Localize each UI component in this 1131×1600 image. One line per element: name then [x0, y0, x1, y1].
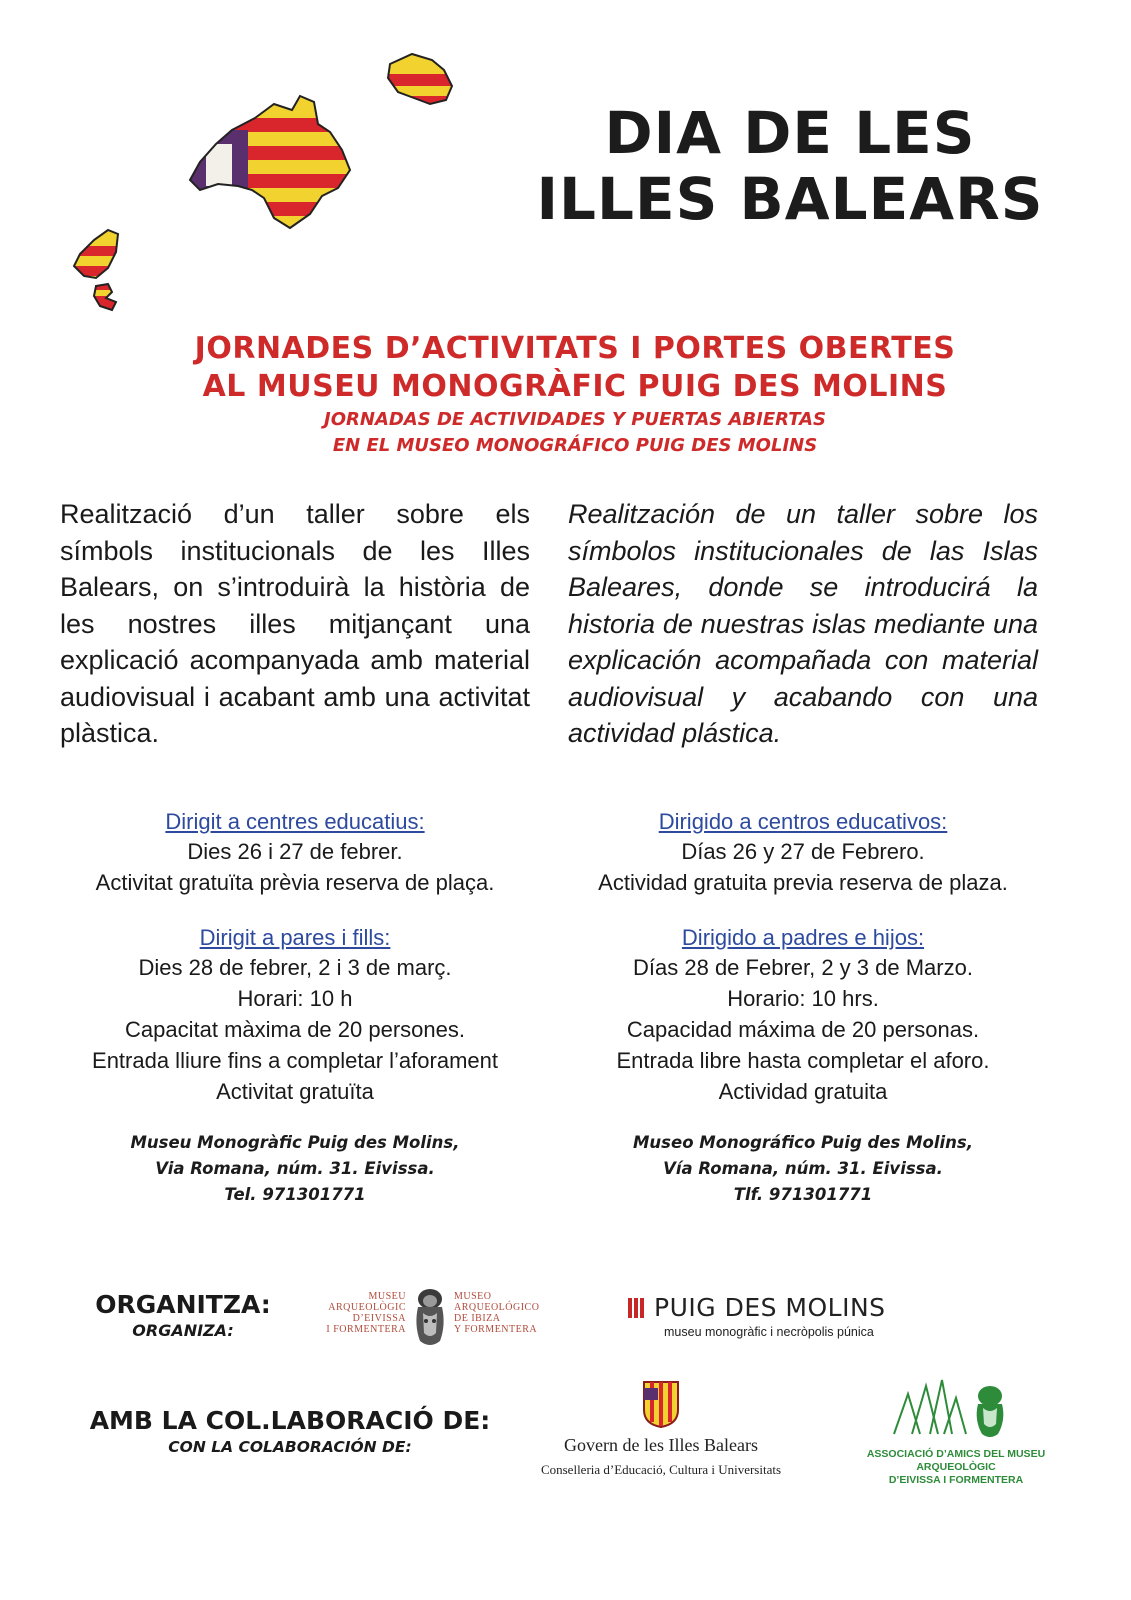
page-title-line1: DIA DE LES: [604, 99, 976, 167]
govern-department: Conselleria d’Educació, Cultura i Universitats: [540, 1462, 782, 1477]
museo-logo-ca-l4: I FORMENTERA: [326, 1324, 406, 1335]
schools-info-ca: [60, 808, 530, 898]
address-es-phone: Tlf. 971301771: [733, 1185, 873, 1204]
schools-note-es: Actividad gratuita previa reserva de plaza.: [598, 870, 1008, 895]
puig-logo-name: PUIG DES MOLINS: [654, 1293, 886, 1322]
balearic-shield-icon: [642, 1380, 680, 1428]
collaboration-label: [60, 1406, 520, 1458]
museo-logo-ca-l1: MUSEU: [368, 1291, 406, 1302]
address-ca: [60, 1130, 530, 1208]
description-es: Realitzación de un taller sobre los símbolos institucionales de las Islas Baleares, donde se introducirá la historia de nuestras islas mediante una explicación acompañada con material audiovisual y acabando con una actividad plástica.: [568, 499, 1038, 748]
govern-illes-balears-logo: [516, 1380, 806, 1490]
collaboration-label-ca: AMB LA COL.LABORACIÓ DE:: [89, 1406, 491, 1435]
schools-label-ca: Dirigit a centres educatius:: [165, 809, 425, 834]
families-free-ca: Activitat gratuïta: [216, 1079, 374, 1104]
headline-es-line2: EN EL MUSEO MONOGRÁFICO PUIG DES MOLINS: [332, 435, 818, 456]
families-label-es: Dirigido a padres e hijos:: [681, 925, 925, 950]
aama-text-line1: ASSOCIACIÓ D’AMICS DEL MUSEU ARQUEOLÒGIC: [866, 1448, 1046, 1473]
aama-monogram-icon: [886, 1376, 1016, 1442]
balearic-islands-map: [60, 40, 480, 340]
museo-logo-ca-l2: ARQUEOLÒGIC: [328, 1302, 406, 1313]
families-info-ca: [60, 924, 530, 1107]
organizer-label: [78, 1290, 288, 1342]
families-entry-es: Entrada libre hasta completar el aforo.: [616, 1048, 990, 1073]
collaboration-label-es: CON LA COLABORACIÓN DE:: [168, 1438, 412, 1456]
museo-logo-text-es: [454, 1291, 554, 1335]
schools-label-es: Dirigido a centros educativos:: [658, 809, 948, 834]
museo-logo-es-l2: ARQUEOLÓGICO: [454, 1302, 540, 1313]
museo-logo-ca-l3: D’EIVISSA: [352, 1313, 406, 1324]
puig-logo-bars-icon: [628, 1298, 644, 1318]
puig-des-molins-logo: [628, 1294, 918, 1340]
address-ca-phone: Tel. 971301771: [224, 1185, 366, 1204]
organizer-label-ca: ORGANITZA:: [95, 1290, 271, 1319]
families-dates-es: Días 28 de Febrer, 2 y 3 de Marzo.: [633, 955, 973, 980]
headline-ca-line1: JORNADES D’ACTIVITATS I PORTES OBERTES: [194, 331, 956, 366]
schools-dates-es: Días 26 y 27 de Febrero.: [681, 839, 925, 864]
museo-logo-es-l1: MUSEO: [454, 1291, 492, 1302]
families-info-es: [568, 924, 1038, 1107]
aama-text-line2: D’EIVISSA I FORMENTERA: [888, 1474, 1024, 1486]
aama-text: [836, 1448, 1076, 1487]
museo-logo-es-l4: Y FORMENTERA: [454, 1324, 538, 1335]
puig-logo-subtitle: museu monogràfic i necròpolis púnica: [664, 1325, 874, 1339]
families-capacity-ca: Capacitat màxima de 20 persones.: [125, 1017, 465, 1042]
families-capacity-es: Capacidad máxima de 20 personas.: [626, 1017, 980, 1042]
families-schedule-ca: Horari: 10 h: [237, 986, 353, 1011]
description-ca: Realització d’un taller sobre els símbols institucionals de les Illes Balears, on s’introduirà la història de les nostres illes mitjançant una explicació acompanyada amb material audiovisual i acabant amb una activitat plàstica.: [60, 499, 530, 748]
headline-ca-line2: AL MUSEU MONOGRÀFIC PUIG DES MOLINS: [202, 369, 948, 404]
headline-es-line1: JORNADAS DE ACTIVIDADES Y PUERTAS ABIERTAS: [324, 409, 826, 430]
schools-info-es: [568, 808, 1038, 898]
address-es: [568, 1130, 1038, 1208]
address-ca-line1: Museu Monogràfic Puig des Molins,: [130, 1133, 460, 1152]
families-label-ca: Dirigit a pares i fills:: [199, 925, 391, 950]
page-title-line2: ILLES BALEARS: [536, 165, 1044, 233]
schools-dates-ca: Dies 26 i 27 de febrer.: [187, 839, 403, 864]
museo-emblem-icon: [410, 1285, 450, 1349]
museo-logo-text-ca: [318, 1291, 406, 1335]
aama-logo: [836, 1376, 1076, 1486]
page-title: [500, 100, 1080, 232]
museo-arqueologico-logo: [318, 1285, 548, 1355]
families-entry-ca: Entrada lliure fins a completar l’aforament: [92, 1048, 498, 1073]
address-es-line1: Museo Monográfico Puig des Molins,: [633, 1133, 973, 1152]
address-ca-line2: Via Romana, núm. 31. Eivissa.: [155, 1159, 435, 1178]
schools-note-ca: Activitat gratuïta prèvia reserva de plaça.: [95, 870, 495, 895]
event-headline: [60, 330, 1090, 458]
families-dates-ca: Dies 28 de febrer, 2 i 3 de març.: [138, 955, 452, 980]
address-es-line2: Vía Romana, núm. 31. Eivissa.: [663, 1159, 943, 1178]
families-free-es: Actividad gratuita: [718, 1079, 888, 1104]
govern-name: Govern de les Illes Balears: [564, 1435, 758, 1455]
families-schedule-es: Horario: 10 hrs.: [727, 986, 879, 1011]
organizer-label-es: ORGANIZA:: [132, 1321, 234, 1340]
museo-logo-es-l3: DE IBIZA: [454, 1313, 501, 1324]
